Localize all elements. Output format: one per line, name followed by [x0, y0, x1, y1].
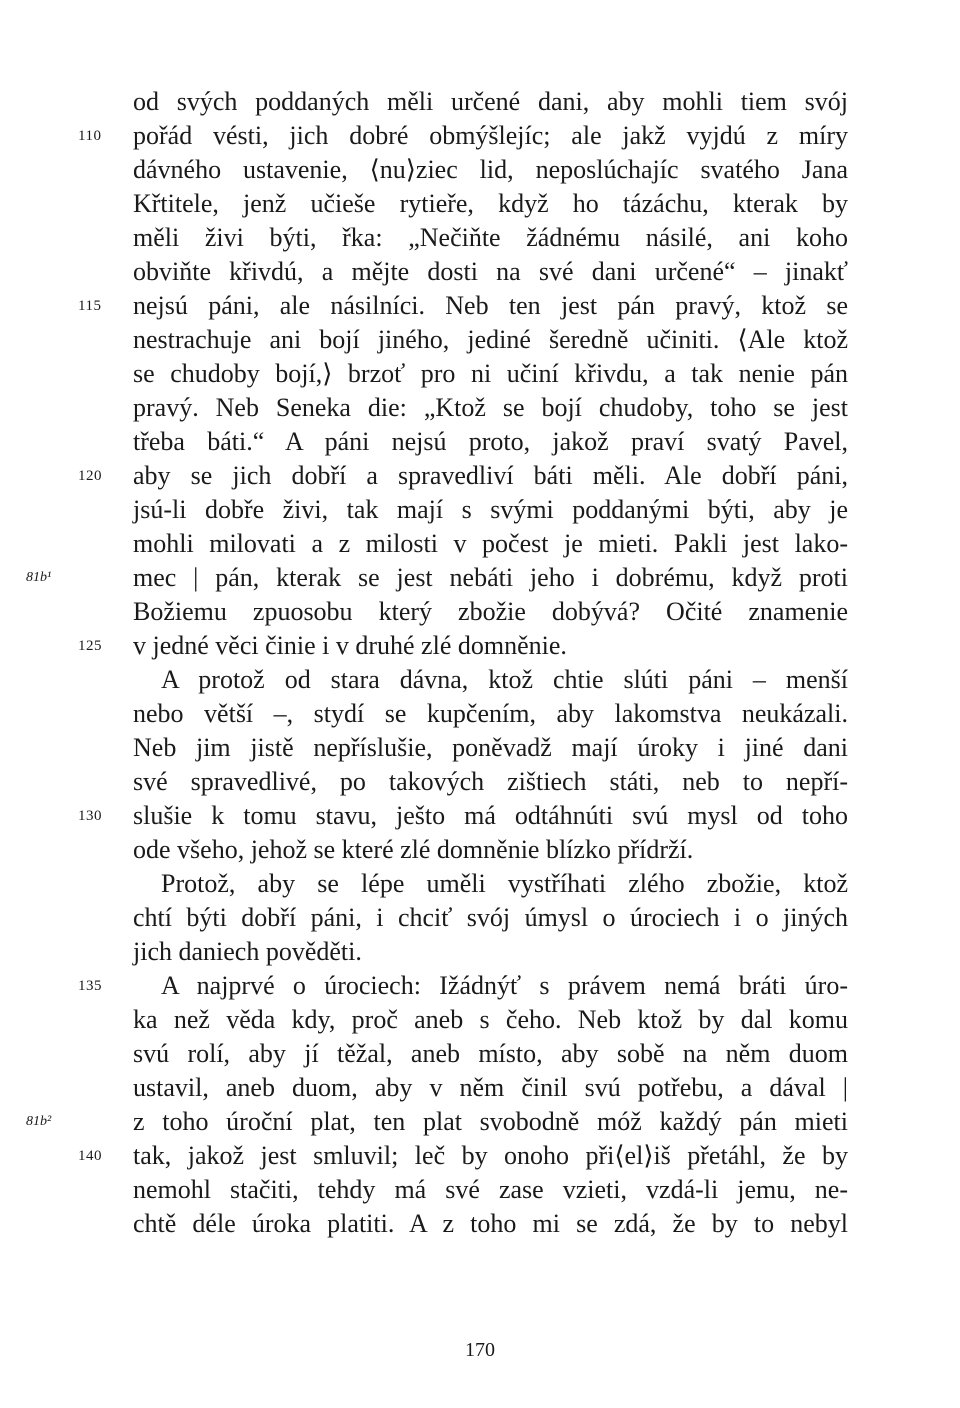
text-line: svú rolí, aby jí těžal, aneb místo, aby sobě na něm duom — [133, 1039, 848, 1068]
text-line: od svých poddaných měli určené dani, aby mohli tiem svój — [133, 87, 848, 116]
text-line: třeba báti.“ A páni nejsú proto, jakož praví svatý Pavel, — [133, 427, 848, 456]
text-line: nejsú páni, ale násilníci. Neb ten jest pán pravý, ktož se — [133, 291, 848, 320]
folio-mark: 81b¹ — [26, 570, 52, 585]
page-number: 170 — [465, 1339, 495, 1361]
text-line: mohli milovati a z milosti v počest je mieti. Pakli jest lako- — [133, 529, 848, 558]
text-line: Protož, aby se lépe uměli vystříhati zlého zbožie, ktož — [161, 869, 848, 898]
text-line: chtí býti dobří páni, i chciť svój úmysl o úrociech i o jiných — [133, 903, 848, 932]
text-line: své spravedlivé, po takových zištiech státi, neb to nepří- — [133, 767, 848, 796]
line-number: 135 — [78, 978, 102, 994]
text-line: chtě déle úroka platiti. A z toho mi se zdá, že by to nebyl — [133, 1209, 848, 1238]
line-number: 130 — [78, 808, 102, 824]
line-number: 110 — [78, 128, 102, 144]
text-line: Křtitele, jenž učieše rytieře, když ho tázáchu, kterak by — [133, 189, 848, 218]
text-line: Neb jim jistě nepříslušie, poněvadž mají úroky i jiné dani — [133, 733, 848, 762]
folio-mark: 81b² — [26, 1114, 52, 1129]
text-line: v jedné věci činie i v druhé zlé domněnie. — [133, 631, 567, 660]
text-line: pořád vésti, jich dobré obmýšlejíc; ale jakž vyjdú z míry — [133, 121, 848, 150]
text-line: tak, jakož jest smluvil; leč by onoho při⟨el⟩iš přetáhl, že by — [133, 1141, 848, 1170]
text-line: dávného ustavenie, ⟨nu⟩ziec lid, neposlúchajíc svatého Jana — [133, 155, 848, 184]
text-line: A protož od stara dávna, ktož chtie slúti páni – menší — [161, 665, 848, 694]
text-line: pravý. Neb Seneka die: „Ktož se bojí chudoby, toho se jest — [133, 393, 848, 422]
text-line: jich daniech pověděti. — [133, 937, 362, 966]
text-line: ustavil, aneb duom, aby v něm činil svú potřebu, a dával | — [133, 1073, 848, 1102]
text-line: měli živi býti, řka: „Nečiňte žádnému násilé, ani koho — [133, 223, 848, 252]
text-line: ode všeho, jehož se které zlé domněnie blízko přídrží. — [133, 835, 694, 864]
text-line: A najprvé o úrociech: Ižádnýť s právem nemá bráti úro- — [161, 971, 848, 1000]
line-number: 115 — [78, 298, 102, 314]
text-line: jsú-li dobře živi, tak mají s svými poddanými býti, aby je — [133, 495, 848, 524]
text-line: mec | pán, kterak se jest nebáti jeho i dobrému, když proti — [133, 563, 848, 592]
text-line: z toho úroční plat, ten plat svobodně móž každý pán mieti — [133, 1107, 848, 1136]
text-line: nebo větší –, stydí se kupčením, aby lakomstva neukázali. — [133, 699, 848, 728]
text-line: obviňte křivdú, a mějte dosti na své dani určené“ – jinakť — [133, 257, 848, 286]
text-line: aby se jich dobří a spravedliví báti měli. Ale dobří páni, — [133, 461, 848, 490]
text-line: nemohl stačiti, tehdy má své zase vzieti, vzdá-li jemu, ne- — [133, 1175, 848, 1204]
line-number: 120 — [78, 468, 102, 484]
line-number: 140 — [78, 1148, 102, 1164]
text-line: Božiemu zpuosobu který zbožie dobývá? Očité znamenie — [133, 597, 848, 626]
text-line: slušie k tomu stavu, ješto má odtáhnúti svú mysl od toho — [133, 801, 848, 830]
text-line: nestrachuje ani bojí jiného, jediné šeredně učiniti. ⟨Ale ktož — [133, 325, 848, 354]
text-line: se chudoby bojí,⟩ brzoť pro ni učiní křivdu, a tak nenie pán — [133, 359, 848, 388]
text-line: ka než věda kdy, proč aneb s čeho. Neb ktož by dal komu — [133, 1005, 848, 1034]
line-number: 125 — [78, 638, 102, 654]
